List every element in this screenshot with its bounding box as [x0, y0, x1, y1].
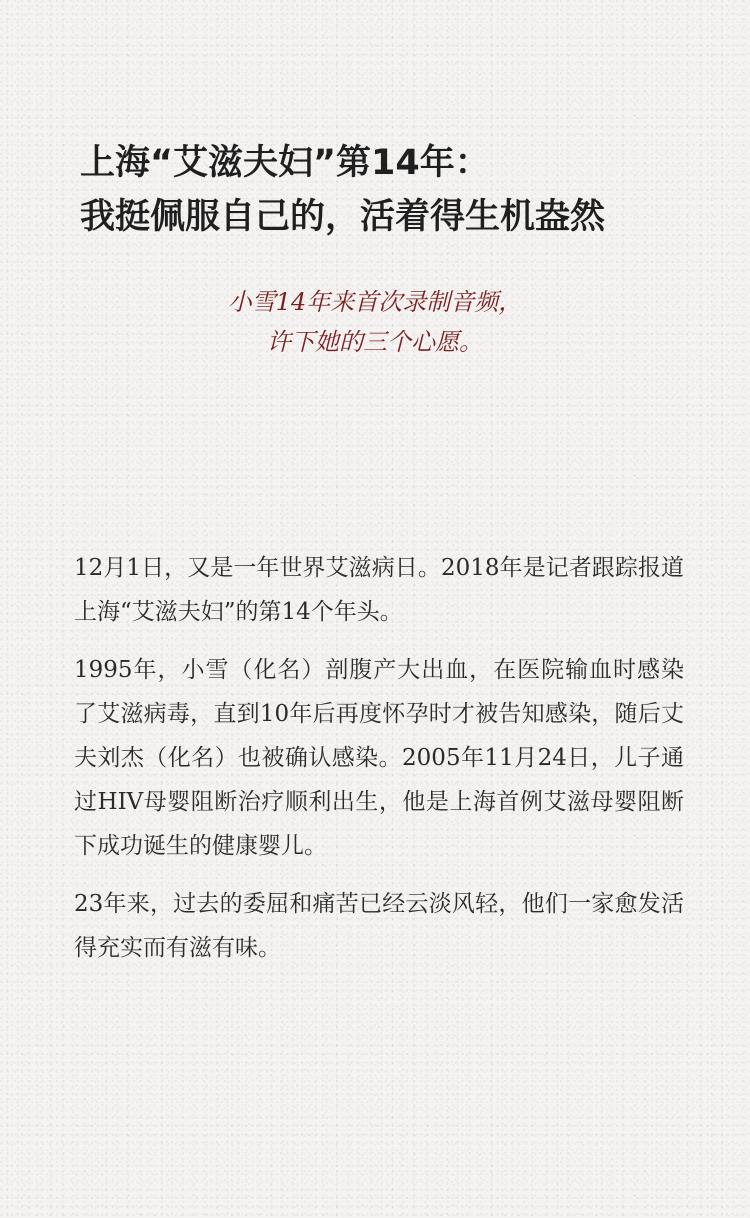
paragraph-2: 1995年，小雪（化名）剖腹产大出血，在医院输血时感染了艾滋病毒，直到10年后再度怀孕时才被告知感染，随后丈夫刘杰（化名）也被确认感染。2005年11月24日，儿子通过HIV母婴阻断治疗顺利出生，他是上海首例艾滋母婴阻断下成功诞生的健康婴儿。 [74, 657, 684, 859]
subtitle-line-1: 小雪14年来首次录制音频， [227, 288, 523, 316]
headline-line-1: 上海“艾滋夫妇”第14年： [80, 143, 490, 183]
paragraph-1: 12月1日，又是一年世界艾滋病日。2018年是记者跟踪报道上海“艾滋夫妇”的第14个年头。 [74, 555, 684, 625]
paragraph-3: 23年来，过去的委屈和痛苦已经云淡风轻，他们一家愈发活得充实而有滋有味。 [74, 891, 684, 961]
headline [80, 136, 700, 244]
subtitle [0, 282, 750, 362]
subtitle-line-2: 许下她的三个心愿。 [267, 328, 483, 356]
article-body [74, 546, 684, 984]
headline-line-2: 我挺佩服自己的，活着得生机盎然 [80, 197, 606, 237]
